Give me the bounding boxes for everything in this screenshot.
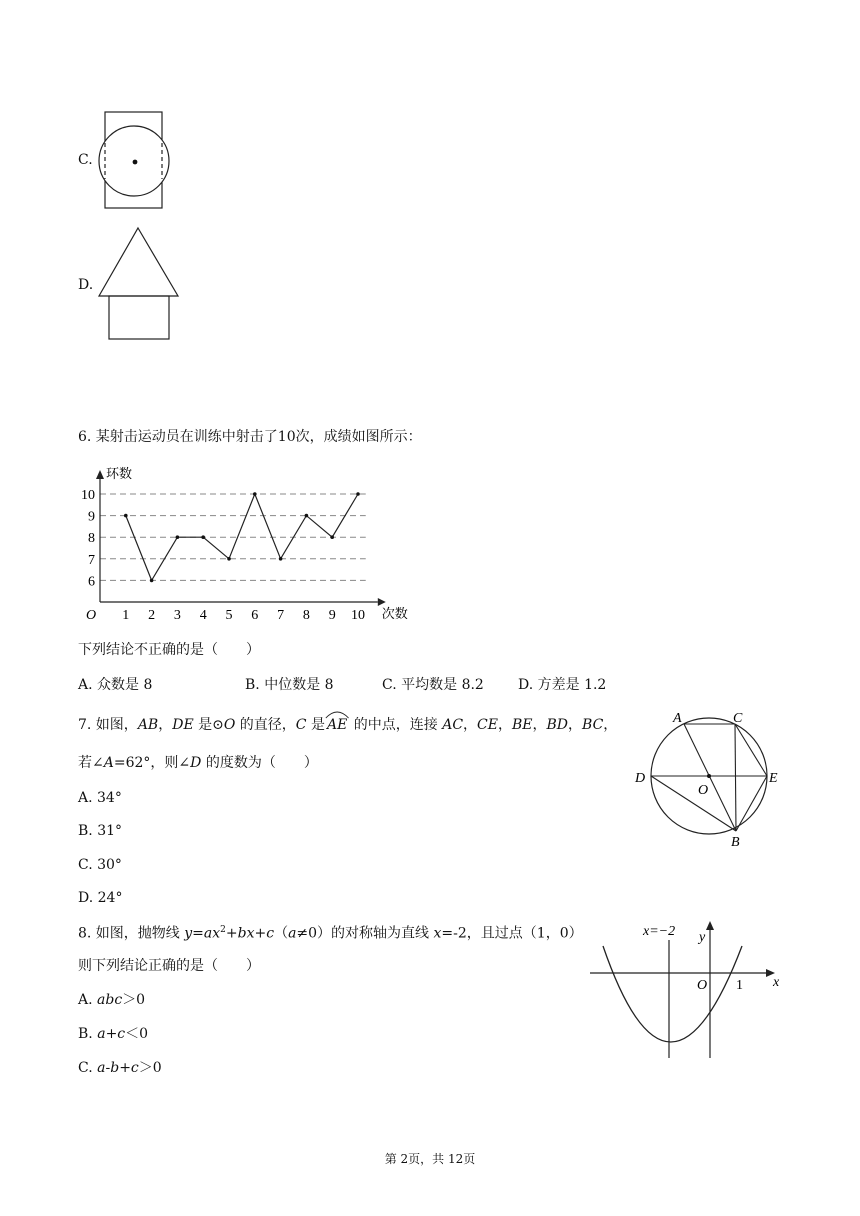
x-tick-label: 3 xyxy=(173,608,181,623)
page-footer: 第 2页，共 12页 xyxy=(384,1152,476,1166)
data-point xyxy=(176,535,180,539)
data-point xyxy=(201,535,205,539)
segment-ce xyxy=(735,724,767,776)
circle-figure xyxy=(630,706,790,851)
x-tick-label: 8 xyxy=(302,608,310,623)
q8-option-b: B. a+c＜0 xyxy=(78,1026,149,1042)
label-b: B xyxy=(731,835,740,850)
option-d-label: D. xyxy=(78,277,94,293)
q8-option-c: C. a-b+c＞0 xyxy=(78,1060,162,1076)
y-axis-title: 环数 xyxy=(106,466,133,481)
x-tick-label: 5 xyxy=(225,608,233,623)
label-one: 1 xyxy=(736,978,743,993)
x-axis-arrow xyxy=(378,598,386,606)
x-axis-title: 次数 xyxy=(381,606,408,621)
q8-stem-line1: 8. 如图，抛物线 $y=ax^2+bx+c(a\ne 0)$的对称轴为直线 x=-2，且过点（1，0） xyxy=(78,925,583,942)
data-point xyxy=(305,514,309,518)
option-c-label: C. xyxy=(78,152,93,168)
parabola-figure xyxy=(585,918,785,1063)
q6-option-d: D. 方差是 1.2 xyxy=(518,677,607,693)
label-o: O xyxy=(698,783,709,798)
q6-stem: 6. 某射击运动员在训练中射击了10次，成绩如图所示： xyxy=(78,429,422,445)
label-c: C xyxy=(733,711,743,726)
x-tick-label: 6 xyxy=(251,608,259,623)
q7-option-a: A. 34° xyxy=(78,790,122,806)
q7-stem-line1: 7. 如图，AB，DE 是⊙O 的直径，C 是 AE 的中点，连接 AC，CE，BE，BD，BC， xyxy=(78,718,617,732)
y-tick-label: 6 xyxy=(88,574,95,590)
figure-rect-circle xyxy=(95,110,175,210)
label-axis-eq: x=−2 xyxy=(643,924,676,939)
y-tick-label: 8 xyxy=(88,531,95,547)
label-x: x xyxy=(773,975,780,990)
segment-be xyxy=(736,776,767,831)
center-dot xyxy=(133,160,138,165)
q6-question: 下列结论不正确的是（ ） xyxy=(78,642,260,658)
q7-option-b: B. 31° xyxy=(78,823,123,839)
x-tick-label: 1 xyxy=(122,608,130,623)
data-point xyxy=(356,492,360,496)
data-point xyxy=(227,557,231,561)
q8-option-a: A. abc＞0 xyxy=(78,992,146,1008)
y-axis-arrow xyxy=(96,470,104,479)
figure-house xyxy=(96,226,182,342)
segment-bc xyxy=(735,724,736,831)
x-tick-label: 4 xyxy=(199,608,207,623)
data-point xyxy=(279,557,283,561)
q7-option-d: D. 24° xyxy=(78,890,123,906)
q6-option-a: A. 众数是 8 xyxy=(78,677,153,693)
label-origin: O xyxy=(697,978,708,993)
label-y: y xyxy=(699,930,706,945)
origin-label: O xyxy=(86,608,97,623)
q7-option-c: C. 30° xyxy=(78,857,122,873)
q6-option-b: B. 中位数是 8 xyxy=(245,677,334,693)
label-d: D xyxy=(635,771,646,786)
square-base xyxy=(109,296,169,339)
y-axis-arrow xyxy=(706,921,714,930)
y-tick-label: 7 xyxy=(88,552,95,568)
data-point xyxy=(124,514,128,518)
line-chart xyxy=(70,462,410,632)
y-tick-label: 9 xyxy=(88,509,95,525)
x-tick-label: 10 xyxy=(351,608,365,623)
q8-stem-line2: 则下列结论正确的是（ ） xyxy=(78,958,260,974)
triangle-roof xyxy=(99,228,178,296)
data-point xyxy=(150,579,154,583)
q6-option-c: C. 平均数是 8.2 xyxy=(382,677,484,693)
data-point xyxy=(330,535,334,539)
parabola-curve xyxy=(603,946,742,1042)
center-point xyxy=(707,774,711,778)
arc-ae-notation: AE xyxy=(325,718,349,732)
x-tick-label: 2 xyxy=(148,608,156,623)
q7-stem-line2: 若∠A=62°，则∠D 的度数为（ ） xyxy=(78,755,318,771)
x-tick-label: 7 xyxy=(277,608,285,623)
y-tick-label: 10 xyxy=(81,488,95,503)
x-tick-label: 9 xyxy=(328,608,336,623)
data-point xyxy=(253,492,257,496)
segment-bd xyxy=(651,776,736,831)
label-e: E xyxy=(769,771,778,786)
label-a: A xyxy=(673,711,682,726)
